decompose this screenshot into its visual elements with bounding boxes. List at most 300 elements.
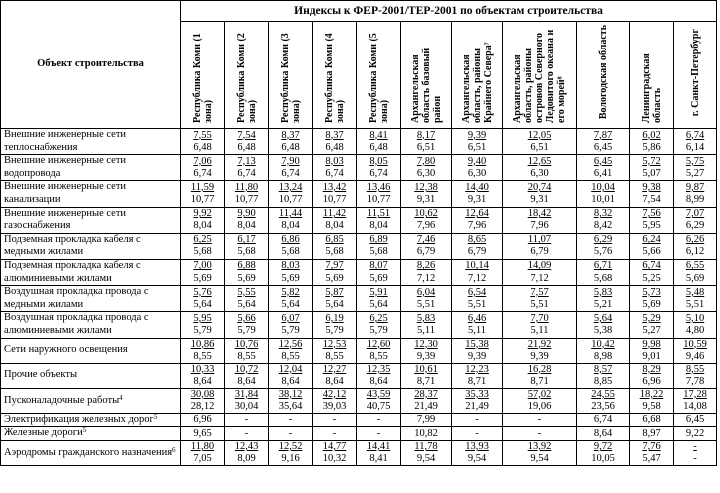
index-value-top: 11,42 (322, 208, 347, 220)
index-value-top: 8,03 (325, 155, 344, 167)
table-row (1, 312, 717, 338)
index-cell (674, 286, 717, 312)
object-name-cell (1, 155, 181, 181)
index-value-top: 8,37 (325, 129, 344, 141)
index-value-bottom: 8,04 (369, 220, 388, 232)
index-value-top: 42,12 (322, 388, 347, 400)
index-value-bottom: 10,77 (234, 193, 259, 205)
region-header (225, 22, 269, 129)
index-value-bottom: 5,51 (416, 298, 436, 310)
table-row (1, 207, 717, 233)
index-cell (357, 207, 401, 233)
index-cell (401, 312, 452, 338)
index-value-top: 13,42 (322, 181, 347, 193)
index-value-bottom: 9,54 (530, 453, 549, 465)
index-value-bottom: 8,42 (593, 220, 613, 232)
index-value-top: 6,88 (237, 260, 256, 272)
region-header (401, 22, 452, 129)
index-value-top: 7,55 (193, 129, 212, 141)
index-value-bottom: 6,51 (416, 141, 436, 153)
index-cell (503, 155, 577, 181)
index-value-bottom: 5,51 (467, 298, 487, 310)
index-value-bottom: 5,11 (530, 324, 549, 336)
index-value-bottom: 8,04 (325, 220, 344, 232)
index-value-top: 28,37 (414, 388, 438, 400)
index-value-bottom: 6,74 (237, 167, 256, 179)
index-value-top: 12,38 (414, 181, 438, 193)
index-value-top: 13,92 (527, 441, 552, 453)
index-value-top: 10,72 (234, 363, 259, 375)
index-value: - (537, 414, 542, 426)
index-value-top: 11,59 (190, 181, 215, 193)
index-value-top: 5,76 (193, 286, 212, 298)
index-value-bottom: 5,68 (237, 246, 256, 258)
index-value-bottom: 5,11 (417, 324, 435, 336)
region-label: Архангельская область базовый район (409, 47, 443, 123)
index-value-top: 14,41 (366, 441, 391, 453)
index-cell (225, 129, 269, 155)
index-value-bottom: 6,12 (685, 246, 705, 258)
index-value-top: 9,72 (593, 441, 613, 453)
object-name-cell (1, 233, 181, 259)
index-value-bottom: 4,80 (685, 324, 705, 336)
index-cell (503, 181, 577, 207)
index-cell (269, 441, 313, 466)
index-value-top: 9,92 (193, 208, 212, 220)
index-cell (313, 286, 357, 312)
index-value-bottom: 8,71 (530, 375, 549, 387)
index-cell (357, 312, 401, 338)
index-cell (630, 286, 674, 312)
index-value-top: 11,80 (190, 441, 215, 453)
index-cell (452, 338, 503, 363)
index-cell (452, 441, 503, 466)
index-cell (313, 413, 357, 427)
index-value-top: 12,64 (465, 208, 489, 220)
index-cell (674, 181, 717, 207)
index-value-top: 11,80 (234, 181, 259, 193)
index-value-bottom: 5,07 (642, 167, 661, 179)
index-value-bottom: 7,96 (530, 220, 549, 232)
object-name: Воздушная прокладка провода с медными жилами (4, 286, 149, 310)
index-value: - (376, 414, 381, 426)
index-cell (401, 286, 452, 312)
index-value-top: 6,86 (281, 234, 300, 246)
index-cell (357, 413, 401, 427)
object-name: Внешние инженерные сети водопровода (4, 155, 127, 179)
index-value-top: 8,55 (685, 363, 705, 375)
index-value-top: 6,29 (593, 234, 613, 246)
index-value-top: 8,41 (369, 129, 388, 141)
index-value-bottom: 6,51 (467, 141, 487, 153)
index-value-top: 12,43 (234, 441, 259, 453)
index-value-top: 12,30 (414, 338, 438, 350)
index-value-bottom: 28,12 (190, 400, 215, 412)
index-cell (313, 207, 357, 233)
index-cell (401, 181, 452, 207)
index-cell (674, 441, 717, 466)
index-value-top: 7,00 (193, 260, 212, 272)
index-cell (503, 388, 577, 413)
index-value-top: 7,06 (193, 155, 212, 167)
index-value-top: 5,72 (642, 155, 661, 167)
index-value-bottom: 23,56 (591, 400, 615, 412)
index-value-bottom: 8,98 (593, 350, 613, 362)
index-value-top: 6,46 (467, 312, 487, 324)
index-cell (401, 441, 452, 466)
index-cell (181, 129, 225, 155)
index-value-top: 7,57 (530, 286, 549, 298)
index-value-bottom: 8,09 (237, 453, 256, 465)
index-value-bottom: 8,64 (193, 375, 212, 387)
index-value-bottom: 14,08 (683, 400, 707, 412)
object-name: Воздушная прокладка провода с алюминиевыми жилами (4, 312, 149, 336)
index-cell (357, 155, 401, 181)
footnote-mark: 6 (172, 445, 176, 454)
index-value-top: 14,40 (465, 181, 489, 193)
index-value: - (288, 414, 293, 426)
index-value-bottom: 9,54 (467, 453, 487, 465)
index-value-top: 8,26 (416, 260, 436, 272)
index-value-bottom: 5,38 (593, 324, 613, 336)
index-cell (225, 259, 269, 285)
region-header (452, 22, 503, 129)
index-value-top: 10,42 (591, 338, 615, 350)
table-row (1, 233, 717, 259)
table-row (1, 259, 717, 285)
region-label: Республика Коми (3 зона) (279, 33, 302, 123)
index-value-top: 12,53 (322, 338, 347, 350)
object-name-cell (1, 259, 181, 285)
footnote-mark: 5 (82, 426, 87, 435)
index-value-bottom: 6,79 (530, 246, 549, 258)
index-value-top: 8,65 (467, 234, 487, 246)
index-value-bottom: 9,54 (416, 453, 436, 465)
region-header (503, 22, 577, 129)
object-name-cell (1, 441, 181, 466)
index-value-top: 11,44 (278, 208, 303, 220)
object-name-cell (1, 427, 181, 441)
index-value-top: 5,55 (237, 286, 256, 298)
index-value-top: 6,74 (685, 129, 705, 141)
object-column-header (1, 1, 181, 129)
index-value: - (332, 427, 337, 439)
index-value-bottom: 9,31 (416, 193, 436, 205)
index-cell (452, 155, 503, 181)
index-value-top: 16,28 (527, 363, 552, 375)
index-value-top: 5,10 (685, 312, 705, 324)
region-header (674, 22, 717, 129)
object-name: Подземная прокладка кабеля с медными жилами (4, 233, 141, 258)
object-name-cell (1, 207, 181, 233)
index-value-bottom: 9,46 (685, 350, 705, 362)
index-cell (181, 363, 225, 388)
index-value-top: 7,54 (237, 129, 256, 141)
index-cell (269, 259, 313, 285)
index-value-top: 9,40 (467, 155, 487, 167)
index-cell (269, 427, 313, 441)
index-value-bottom: 5,47 (642, 453, 661, 465)
index-value-bottom: 5,68 (193, 246, 212, 258)
index-value-bottom: 21,49 (414, 400, 438, 412)
index-cell (452, 207, 503, 233)
index-cell (577, 441, 630, 466)
index-value-bottom: 5,69 (281, 272, 300, 284)
index-value-top: 5,82 (281, 286, 300, 298)
index-value-bottom: 9,39 (416, 350, 436, 362)
index-value: - (475, 427, 479, 439)
index-cell (225, 286, 269, 312)
index-value-top: 9,38 (642, 181, 661, 193)
index-cell (452, 286, 503, 312)
table-body (1, 129, 717, 466)
index-cell (630, 363, 674, 388)
index-cell (503, 363, 577, 388)
index-value-top: 8,17 (416, 129, 436, 141)
index-value-bottom: 9,01 (642, 350, 661, 362)
index-cell (269, 129, 313, 155)
index-value-top: 13,46 (366, 181, 391, 193)
index-value-top: 5,66 (237, 312, 256, 324)
object-name: Железные дороги (4, 427, 83, 439)
index-cell (313, 155, 357, 181)
index-value-bottom: 5,79 (281, 324, 300, 336)
index-cell (674, 413, 717, 427)
index-value-top: 12,60 (366, 338, 391, 350)
index-cell (225, 363, 269, 388)
index-value-bottom: 6,45 (593, 141, 613, 153)
index-cell (181, 181, 225, 207)
index-value-top: 5,87 (325, 286, 344, 298)
index-cell (269, 338, 313, 363)
index-value-top: 7,87 (593, 129, 613, 141)
object-name: Прочие объекты (4, 369, 78, 381)
index-value-top: 24,55 (591, 388, 615, 400)
index-cell (577, 338, 630, 363)
index-value-top: 7,46 (416, 234, 436, 246)
region-label: Республика Коми (2 зона) (235, 33, 258, 123)
table-row (1, 181, 717, 207)
index-cell (401, 363, 452, 388)
index-cell (181, 286, 225, 312)
index-value: - (537, 427, 542, 439)
index-cell (630, 441, 674, 466)
index-value-bottom: 8,04 (193, 220, 212, 232)
object-name: Внешние инженерные сети газоснабжения (4, 207, 127, 232)
index-value-bottom: 8,71 (416, 375, 436, 387)
index-cell (674, 207, 717, 233)
index-cell (269, 388, 313, 413)
index-value-top: 43,59 (366, 388, 391, 400)
index-value-top: 5,73 (642, 286, 661, 298)
index-value-top: 5,64 (593, 312, 613, 324)
index-cell (181, 233, 225, 259)
index-value-bottom: 8,64 (281, 375, 300, 387)
index-value-top: 13,24 (278, 181, 303, 193)
index-cell (503, 233, 577, 259)
index-cell (357, 233, 401, 259)
index-cell (577, 312, 630, 338)
index-value-top: 9,98 (642, 338, 661, 350)
index-cell (225, 338, 269, 363)
index-cell (503, 441, 577, 466)
index-value-top: 17,28 (683, 388, 707, 400)
index-value: - (332, 414, 337, 426)
index-cell (313, 129, 357, 155)
region-header (357, 22, 401, 129)
footnote-mark: 5 (153, 413, 158, 421)
index-value-bottom: 5,69 (642, 298, 661, 310)
region-label: Архангельская область, районы островов Северного Ледовитого океана и его морей⁸ (512, 29, 567, 123)
index-value-bottom: 6,29 (685, 220, 705, 232)
index-cell (313, 363, 357, 388)
index-cell (401, 207, 452, 233)
index-cell (630, 388, 674, 413)
index-value-bottom: 8,55 (193, 350, 212, 362)
index-value-bottom: 6,74 (193, 167, 212, 179)
index-cell (674, 129, 717, 155)
index-value-top: 11,51 (366, 208, 391, 220)
index-value-top: 8,07 (369, 260, 388, 272)
index-cell (181, 413, 225, 427)
index-value-bottom: 5,64 (325, 298, 344, 310)
index-value-bottom: 7,78 (685, 375, 705, 387)
object-name-cell (1, 286, 181, 312)
index-cell (630, 338, 674, 363)
index-cell (577, 259, 630, 285)
index-value-top: 12,56 (278, 338, 303, 350)
footnote-mark: 4 (119, 393, 123, 402)
index-value-top: 12,65 (527, 155, 552, 167)
index-cell (503, 259, 577, 285)
index-value-top: 6,71 (593, 260, 613, 272)
index-value: 6,45 (685, 414, 705, 426)
index-value: 6,68 (642, 414, 661, 426)
index-cell (577, 207, 630, 233)
index-value-top: 6,26 (685, 234, 705, 246)
index-cell (630, 413, 674, 427)
index-value-top: 35,33 (465, 388, 489, 400)
index-value-top: 9,39 (467, 129, 487, 141)
index-cell (577, 413, 630, 427)
index-value-top: 10,04 (591, 181, 615, 193)
index-value-top: 12,23 (465, 363, 489, 375)
index-value-bottom: 9,16 (281, 453, 300, 465)
region-label: Республика Коми (1 зона) (191, 33, 214, 123)
index-value: - (288, 427, 293, 439)
index-value-top: 6,19 (325, 312, 344, 324)
index-value: 8,97 (642, 427, 661, 439)
index-value-bottom: 5,79 (369, 324, 388, 336)
index-value-bottom: 6,48 (325, 141, 344, 153)
index-value-bottom: 6,79 (416, 246, 436, 258)
index-cell (503, 207, 577, 233)
index-cell (225, 181, 269, 207)
index-value-bottom: 6,14 (685, 141, 705, 153)
index-cell (577, 155, 630, 181)
index-value: 6,96 (193, 414, 212, 426)
table-row (1, 129, 717, 155)
index-value-bottom: 5,68 (325, 246, 344, 258)
object-name: Аэродромы гражданского назначения (4, 446, 173, 458)
index-value-bottom: 9,39 (467, 350, 487, 362)
index-cell (503, 413, 577, 427)
object-name: Подземная прокладка кабеля с алюминиевыми жилами (4, 259, 141, 284)
index-value: 6,74 (593, 414, 613, 426)
index-cell (452, 129, 503, 155)
index-value-top: 8,05 (369, 155, 388, 167)
index-value-top: 8,03 (281, 260, 300, 272)
index-value-bottom: 5,64 (237, 298, 256, 310)
object-name: Сети наружного освещения (4, 344, 128, 356)
index-value-bottom: 8,64 (369, 375, 388, 387)
index-cell (674, 363, 717, 388)
index-value-top: 10,86 (190, 338, 215, 350)
index-cell (674, 233, 717, 259)
index-cell (225, 441, 269, 466)
object-name-cell (1, 338, 181, 363)
index-value: 9,65 (193, 427, 212, 439)
index-value-bottom: 8,55 (281, 350, 300, 362)
region-header (630, 22, 674, 129)
index-cell (503, 312, 577, 338)
index-value-top: 6,85 (325, 234, 344, 246)
index-cell (225, 207, 269, 233)
index-value-bottom: 6,74 (325, 167, 344, 179)
index-cell (577, 129, 630, 155)
index-value-bottom: 8,71 (467, 375, 487, 387)
table-row (1, 286, 717, 312)
index-value-bottom: 6,30 (467, 167, 487, 179)
index-cell (181, 207, 225, 233)
index-value-bottom: 10,77 (366, 193, 391, 205)
index-value-bottom: 8,04 (281, 220, 300, 232)
index-value-bottom: 5,51 (530, 298, 549, 310)
index-value-bottom: 10,77 (190, 193, 215, 205)
index-value-bottom: 10,32 (322, 453, 347, 465)
index-cell (630, 233, 674, 259)
index-cell (225, 312, 269, 338)
object-name-cell (1, 388, 181, 413)
object-name-cell (1, 312, 181, 338)
index-cell (630, 155, 674, 181)
index-value-top: 8,37 (281, 129, 300, 141)
index-value-bottom: 8,41 (369, 453, 388, 465)
index-value-top: 10,76 (234, 338, 259, 350)
region-label: Вологодская область (597, 25, 609, 120)
index-value-bottom: 10,77 (278, 193, 303, 205)
index-cell (452, 233, 503, 259)
index-value-bottom: 5,69 (193, 272, 212, 284)
index-value-top: 13,93 (465, 441, 489, 453)
index-cell (313, 427, 357, 441)
index-value-top: 7,76 (642, 441, 661, 453)
index-cell (401, 388, 452, 413)
index-value-top: 6,74 (642, 260, 661, 272)
index-cell (674, 155, 717, 181)
index-cell (577, 181, 630, 207)
object-name: Электрификация железных дорог (4, 413, 154, 425)
index-cell (313, 181, 357, 207)
index-value-bottom: 5,25 (642, 272, 661, 284)
index-cell (630, 181, 674, 207)
table-row (1, 427, 717, 441)
index-cell (401, 427, 452, 441)
index-value-top: 6,02 (642, 129, 661, 141)
index-value-bottom: 5,79 (325, 324, 344, 336)
index-cell (269, 233, 313, 259)
index-value-top: 7,07 (685, 208, 705, 220)
